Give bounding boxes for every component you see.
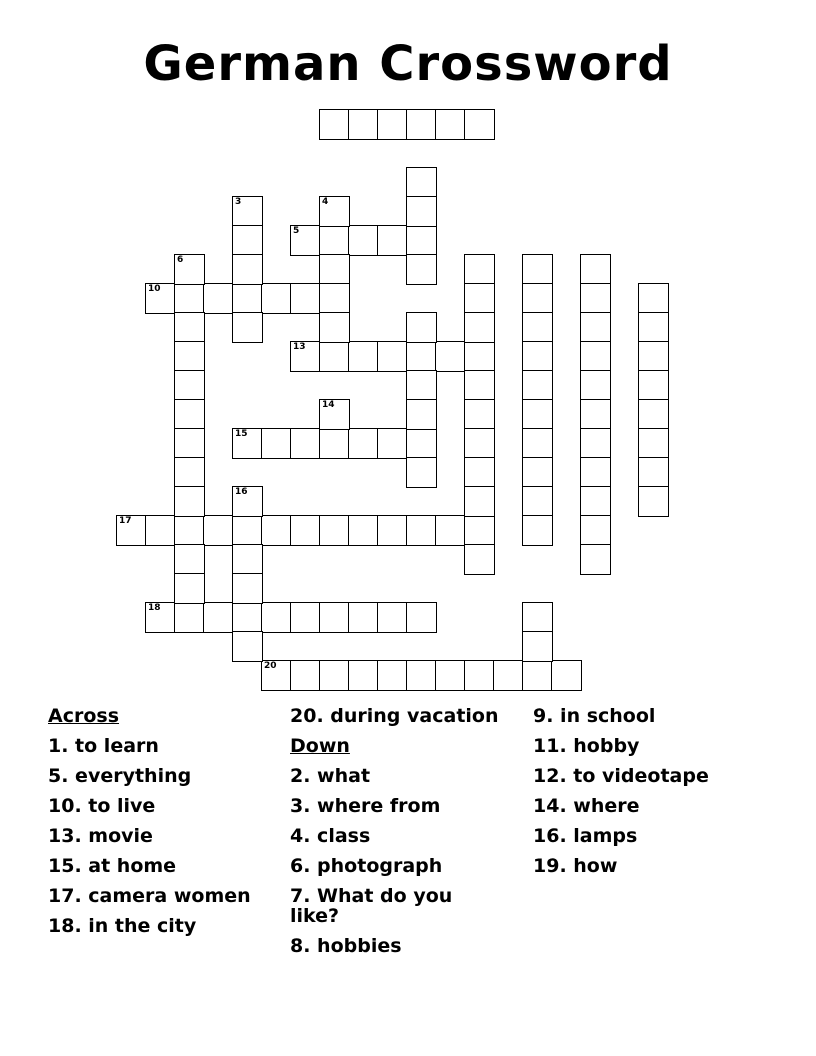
crossword-cell[interactable] <box>580 370 611 401</box>
clue-number: 16 <box>235 487 248 497</box>
crossword-cell[interactable] <box>261 428 292 459</box>
crossword-cell[interactable] <box>406 109 437 140</box>
crossword-cell[interactable] <box>580 399 611 430</box>
crossword-cell[interactable] <box>261 283 292 314</box>
crossword-cell[interactable] <box>493 660 524 691</box>
crossword-cell[interactable] <box>319 660 350 691</box>
crossword-cell[interactable] <box>580 254 611 285</box>
crossword-cell[interactable] <box>377 660 408 691</box>
crossword-cell[interactable] <box>116 515 147 546</box>
crossword-cell[interactable] <box>464 544 495 575</box>
crossword-cell[interactable] <box>377 515 408 546</box>
crossword-cell[interactable] <box>348 109 379 140</box>
crossword-cell[interactable] <box>580 428 611 459</box>
crossword-cell[interactable] <box>145 602 176 633</box>
clue-number: 15 <box>235 429 248 439</box>
crossword-cell[interactable] <box>435 109 466 140</box>
crossword-cell[interactable] <box>522 428 553 459</box>
crossword-cell[interactable] <box>232 602 263 633</box>
crossword-cell[interactable] <box>232 196 263 227</box>
crossword-cell[interactable] <box>464 312 495 343</box>
crossword-cell[interactable] <box>348 660 379 691</box>
clue-down-19: 19. how <box>533 855 618 877</box>
crossword-cell[interactable] <box>638 370 669 401</box>
crossword-cell[interactable] <box>464 486 495 517</box>
crossword-cell[interactable] <box>377 225 408 256</box>
crossword-cell[interactable] <box>522 457 553 488</box>
crossword-cell[interactable] <box>580 544 611 575</box>
crossword-cell[interactable] <box>406 341 437 372</box>
clue-across-15: 15. at home <box>48 855 177 877</box>
crossword-cell[interactable] <box>348 341 379 372</box>
crossword-cell[interactable] <box>232 631 263 662</box>
crossword-cell[interactable] <box>406 196 437 227</box>
crossword-cell[interactable] <box>580 341 611 372</box>
crossword-cell[interactable] <box>522 399 553 430</box>
crossword-cell[interactable] <box>580 457 611 488</box>
crossword-cell[interactable] <box>174 428 205 459</box>
crossword-cell[interactable] <box>522 254 553 285</box>
crossword-cell[interactable] <box>319 428 350 459</box>
clue-across-1: 1. to learn <box>48 735 159 757</box>
clue-down-2: 2. what <box>290 765 371 787</box>
clue-number: 10 <box>148 284 161 294</box>
crossword-cell[interactable] <box>203 515 234 546</box>
crossword-cell[interactable] <box>319 283 350 314</box>
crossword-cell[interactable] <box>464 254 495 285</box>
crossword-cell[interactable] <box>638 457 669 488</box>
crossword-cell[interactable] <box>232 573 263 604</box>
crossword-cell[interactable] <box>406 225 437 256</box>
crossword-cell[interactable] <box>290 225 321 256</box>
clue-across-10: 10. to live <box>48 795 156 817</box>
clues-column-2 <box>290 701 499 961</box>
crossword-cell[interactable] <box>232 515 263 546</box>
clue-across-5: 5. everything <box>48 765 192 787</box>
crossword-cell[interactable] <box>232 544 263 575</box>
crossword-cell[interactable] <box>290 283 321 314</box>
crossword-cell[interactable] <box>319 312 350 343</box>
crossword-cell[interactable] <box>174 457 205 488</box>
crossword-cell[interactable] <box>319 399 350 430</box>
crossword-cell[interactable] <box>638 486 669 517</box>
crossword-cell[interactable] <box>377 109 408 140</box>
crossword-cell[interactable] <box>464 341 495 372</box>
clue-number: 3 <box>235 197 242 207</box>
clue-down-3: 3. where from <box>290 795 441 817</box>
crossword-cell[interactable] <box>290 602 321 633</box>
crossword-cell[interactable] <box>203 602 234 633</box>
crossword-cell[interactable] <box>174 399 205 430</box>
crossword-cell[interactable] <box>638 399 669 430</box>
crossword-cell[interactable] <box>464 515 495 546</box>
crossword-cell[interactable] <box>464 399 495 430</box>
crossword-cell[interactable] <box>203 283 234 314</box>
crossword-cell[interactable] <box>406 428 437 459</box>
crossword-cell[interactable] <box>464 283 495 314</box>
crossword-cell[interactable] <box>580 486 611 517</box>
clue-down-8: 8. hobbies <box>290 935 402 957</box>
crossword-cell[interactable] <box>522 631 553 662</box>
clue-number: 18 <box>148 603 161 613</box>
crossword-cell[interactable] <box>406 602 437 633</box>
clue-down-16: 16. lamps <box>533 825 638 847</box>
clue-number: 6 <box>177 255 184 265</box>
crossword-cell[interactable] <box>522 283 553 314</box>
crossword-cell[interactable] <box>319 515 350 546</box>
down-heading: Down <box>290 735 350 757</box>
clue-number: 14 <box>322 400 335 410</box>
crossword-cell[interactable] <box>232 283 263 314</box>
crossword-cell[interactable] <box>261 515 292 546</box>
crossword-cell[interactable] <box>174 254 205 285</box>
crossword-cell[interactable] <box>290 341 321 372</box>
crossword-cell[interactable] <box>348 515 379 546</box>
crossword-cell[interactable] <box>319 341 350 372</box>
crossword-cell[interactable] <box>319 225 350 256</box>
clue-down-11: 11. hobby <box>533 735 640 757</box>
clue-across-13: 13. movie <box>48 825 153 847</box>
clue-number: 5 <box>293 226 300 236</box>
crossword-cell[interactable] <box>406 660 437 691</box>
crossword-cell[interactable] <box>174 370 205 401</box>
crossword-cell[interactable] <box>580 312 611 343</box>
crossword-cell[interactable] <box>522 486 553 517</box>
clue-down-4: 4. class <box>290 825 371 847</box>
crossword-cell[interactable] <box>638 341 669 372</box>
crossword-cell[interactable] <box>290 515 321 546</box>
crossword-cell[interactable] <box>174 341 205 372</box>
clue-number: 13 <box>293 342 306 352</box>
crossword-cell[interactable] <box>174 515 205 546</box>
crossword-cell[interactable] <box>522 602 553 633</box>
crossword-cell[interactable] <box>377 341 408 372</box>
crossword-cell[interactable] <box>348 225 379 256</box>
crossword-cell[interactable] <box>290 428 321 459</box>
clue-across-17: 17. camera women <box>48 885 251 907</box>
clue-down-14: 14. where <box>533 795 640 817</box>
crossword-cell[interactable] <box>290 660 321 691</box>
crossword-cell[interactable] <box>638 283 669 314</box>
crossword-cell[interactable] <box>145 515 176 546</box>
clue-number: 17 <box>119 516 132 526</box>
crossword-cell[interactable] <box>464 109 495 140</box>
crossword-cell[interactable] <box>261 602 292 633</box>
crossword-cell[interactable] <box>522 312 553 343</box>
crossword-cell[interactable] <box>522 341 553 372</box>
crossword-cell[interactable] <box>232 428 263 459</box>
crossword-cell[interactable] <box>406 167 437 198</box>
crossword-cell[interactable] <box>174 544 205 575</box>
crossword-cell[interactable] <box>232 486 263 517</box>
page-title: German Crossword <box>143 36 673 92</box>
clue-across-18: 18. in the city <box>48 915 197 937</box>
crossword-cell[interactable] <box>174 573 205 604</box>
crossword-cell[interactable] <box>377 602 408 633</box>
crossword-cell[interactable] <box>232 225 263 256</box>
crossword-cell[interactable] <box>174 486 205 517</box>
crossword-cell[interactable] <box>377 428 408 459</box>
crossword-cell[interactable] <box>638 428 669 459</box>
crossword-cell[interactable] <box>464 457 495 488</box>
crossword-cell[interactable] <box>319 196 350 227</box>
crossword-cell[interactable] <box>435 515 466 546</box>
crossword-cell[interactable] <box>551 660 582 691</box>
crossword-cell[interactable] <box>261 660 292 691</box>
crossword-cell[interactable] <box>174 312 205 343</box>
crossword-cell[interactable] <box>580 515 611 546</box>
clue-down-7: 7. What do you like? <box>290 885 453 927</box>
crossword-cell[interactable] <box>464 428 495 459</box>
crossword-cell[interactable] <box>174 602 205 633</box>
crossword-cell[interactable] <box>348 602 379 633</box>
crossword-cell[interactable] <box>145 283 176 314</box>
crossword-cell[interactable] <box>319 254 350 285</box>
crossword-cell[interactable] <box>232 312 263 343</box>
crossword-cell[interactable] <box>638 312 669 343</box>
crossword-cell[interactable] <box>464 370 495 401</box>
crossword-cell[interactable] <box>435 341 466 372</box>
clues-column-3 <box>533 701 709 881</box>
crossword-cell[interactable] <box>232 254 263 285</box>
crossword-cell[interactable] <box>522 370 553 401</box>
crossword-cell[interactable] <box>406 515 437 546</box>
crossword-cell[interactable] <box>406 312 437 343</box>
crossword-cell[interactable] <box>319 602 350 633</box>
crossword-cell[interactable] <box>435 660 466 691</box>
crossword-cell[interactable] <box>319 109 350 140</box>
clues-column-1 <box>48 701 251 941</box>
across-heading: Across <box>48 705 120 727</box>
crossword-cell[interactable] <box>464 660 495 691</box>
crossword-cell[interactable] <box>174 283 205 314</box>
clue-number: 20 <box>264 661 277 671</box>
crossword-cell[interactable] <box>522 515 553 546</box>
clue-down-6: 6. photograph <box>290 855 443 877</box>
clue-down-12: 12. to videotape <box>533 765 709 787</box>
crossword-cell[interactable] <box>406 254 437 285</box>
crossword-cell[interactable] <box>406 370 437 401</box>
clue-across-20: 20. during vacation <box>290 705 499 727</box>
crossword-cell[interactable] <box>580 283 611 314</box>
clue-number: 4 <box>322 197 329 207</box>
crossword-cell[interactable] <box>348 428 379 459</box>
crossword-cell[interactable] <box>406 399 437 430</box>
clue-down-9: 9. in school <box>533 705 656 727</box>
crossword-cell[interactable] <box>522 660 553 691</box>
crossword-cell[interactable] <box>406 457 437 488</box>
